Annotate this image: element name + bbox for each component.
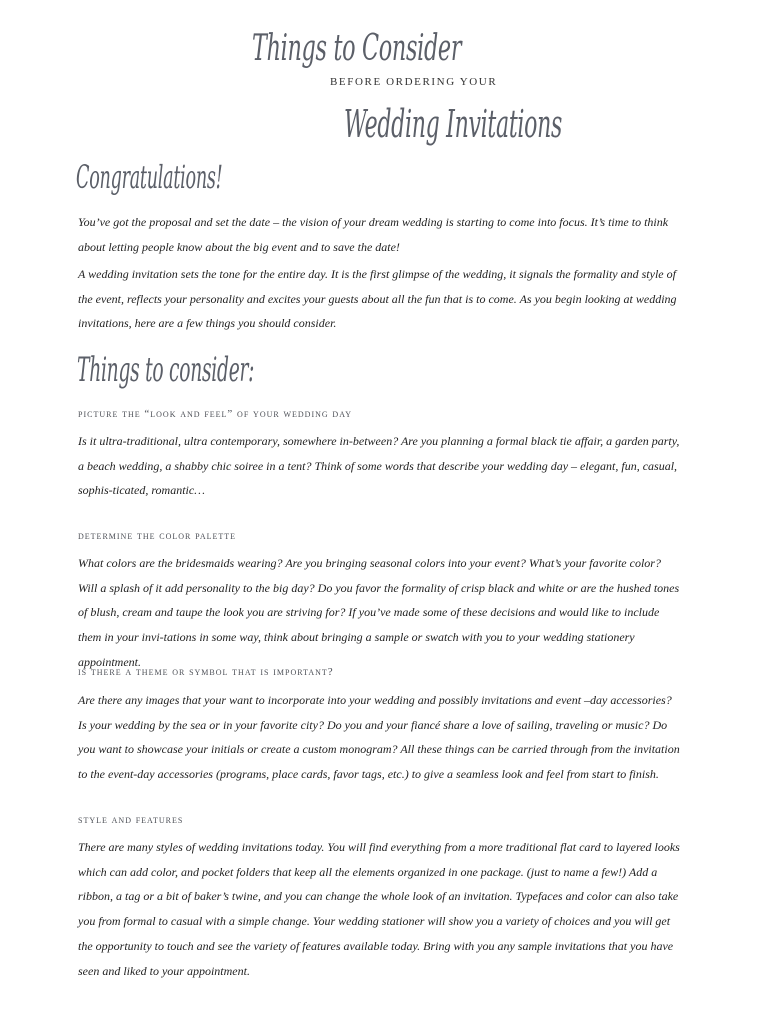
- intro-paragraph: A wedding invitation sets the tone for the entire day. It is the first glimpse of the wedding, it signals the formality and style of the event, reflects your personality and excites your guests about all the fun that is to come. As you begin looking at wedding invitations, here are a few things you should consider.: [78, 267, 677, 331]
- section-title-style-features: style and features: [78, 814, 184, 826]
- things-to-consider-heading: Things to consider:: [77, 350, 255, 390]
- congratulations-heading: Congratulations!: [76, 158, 223, 196]
- section-title-theme-symbol: is there a theme or symbol that is important?: [78, 666, 334, 678]
- section-body-theme-symbol: Are there any images that your want to incorporate into your wedding and possibly invitations and event –day accessories? Is your wedding by the sea or in your favorite city? Do you and your fiancé share a love of sailing, traveling or music? Do you want to showcase your initials or create a custom monogram? All these things can be carried through from the invitation to the event-day accessories (programs, place cards, favor tags, etc.) to give a seamless look and feel from start to finish.: [78, 693, 680, 782]
- section-body-look-and-feel: Is it ultra-traditional, ultra contemporary, somewhere in-between? Are you planning a formal black tie affair, a garden party, a beach wedding, a shabby chic soiree in a tent? Think of some words that describe your wedding day – elegant, fun, casual, sophis-ticated, romantic…: [78, 434, 680, 498]
- section-title-color-palette: determine the color palette: [78, 530, 237, 542]
- section-title-look-and-feel: picture the “look and feel” of your wedding day: [78, 408, 353, 420]
- title-things-to-consider: Things to Consider: [252, 28, 462, 69]
- section-body-style-features: There are many styles of wedding invitations today. You will find everything from a more traditional flat card to layered looks which can add color, and pocket folders that keep all the elements organized in one package. (just to name a few!) Add a ribbon, a tag or a bit of baker’s twine, and you can change the whole look of an invitation. Typefaces and color can also take you from formal to casual with a simple change. Your wedding stationer will show you a variety of choices and you will get the opportunity to touch and see the variety of features available today. Bring with you any sample invitations that you have seen and liked to your appointment.: [78, 840, 680, 978]
- intro-paragraph: You’ve got the proposal and set the date – the vision of your dream wedding is starting to come into focus. It’s time to think about letting people know about the big event and to save the date!: [78, 215, 669, 254]
- title-subline: BEFORE ORDERING YOUR: [330, 76, 498, 88]
- title-wedding-invitations: Wedding Invitations: [344, 102, 563, 146]
- section-body-color-palette: What colors are the bridesmaids wearing? Are you bringing seasonal colors into your event? What’s your favorite color? Will a splash of it add personality to the big day? Do you favor the formality of crisp black and white or are the hushed tones of blush, cream and taupe the look you are striving for? If you’ve made some of these decisions and would like to include them in your invi-tations in some way, think about bringing a sample or swatch with you to your wedding stationery appointment.: [78, 556, 680, 669]
